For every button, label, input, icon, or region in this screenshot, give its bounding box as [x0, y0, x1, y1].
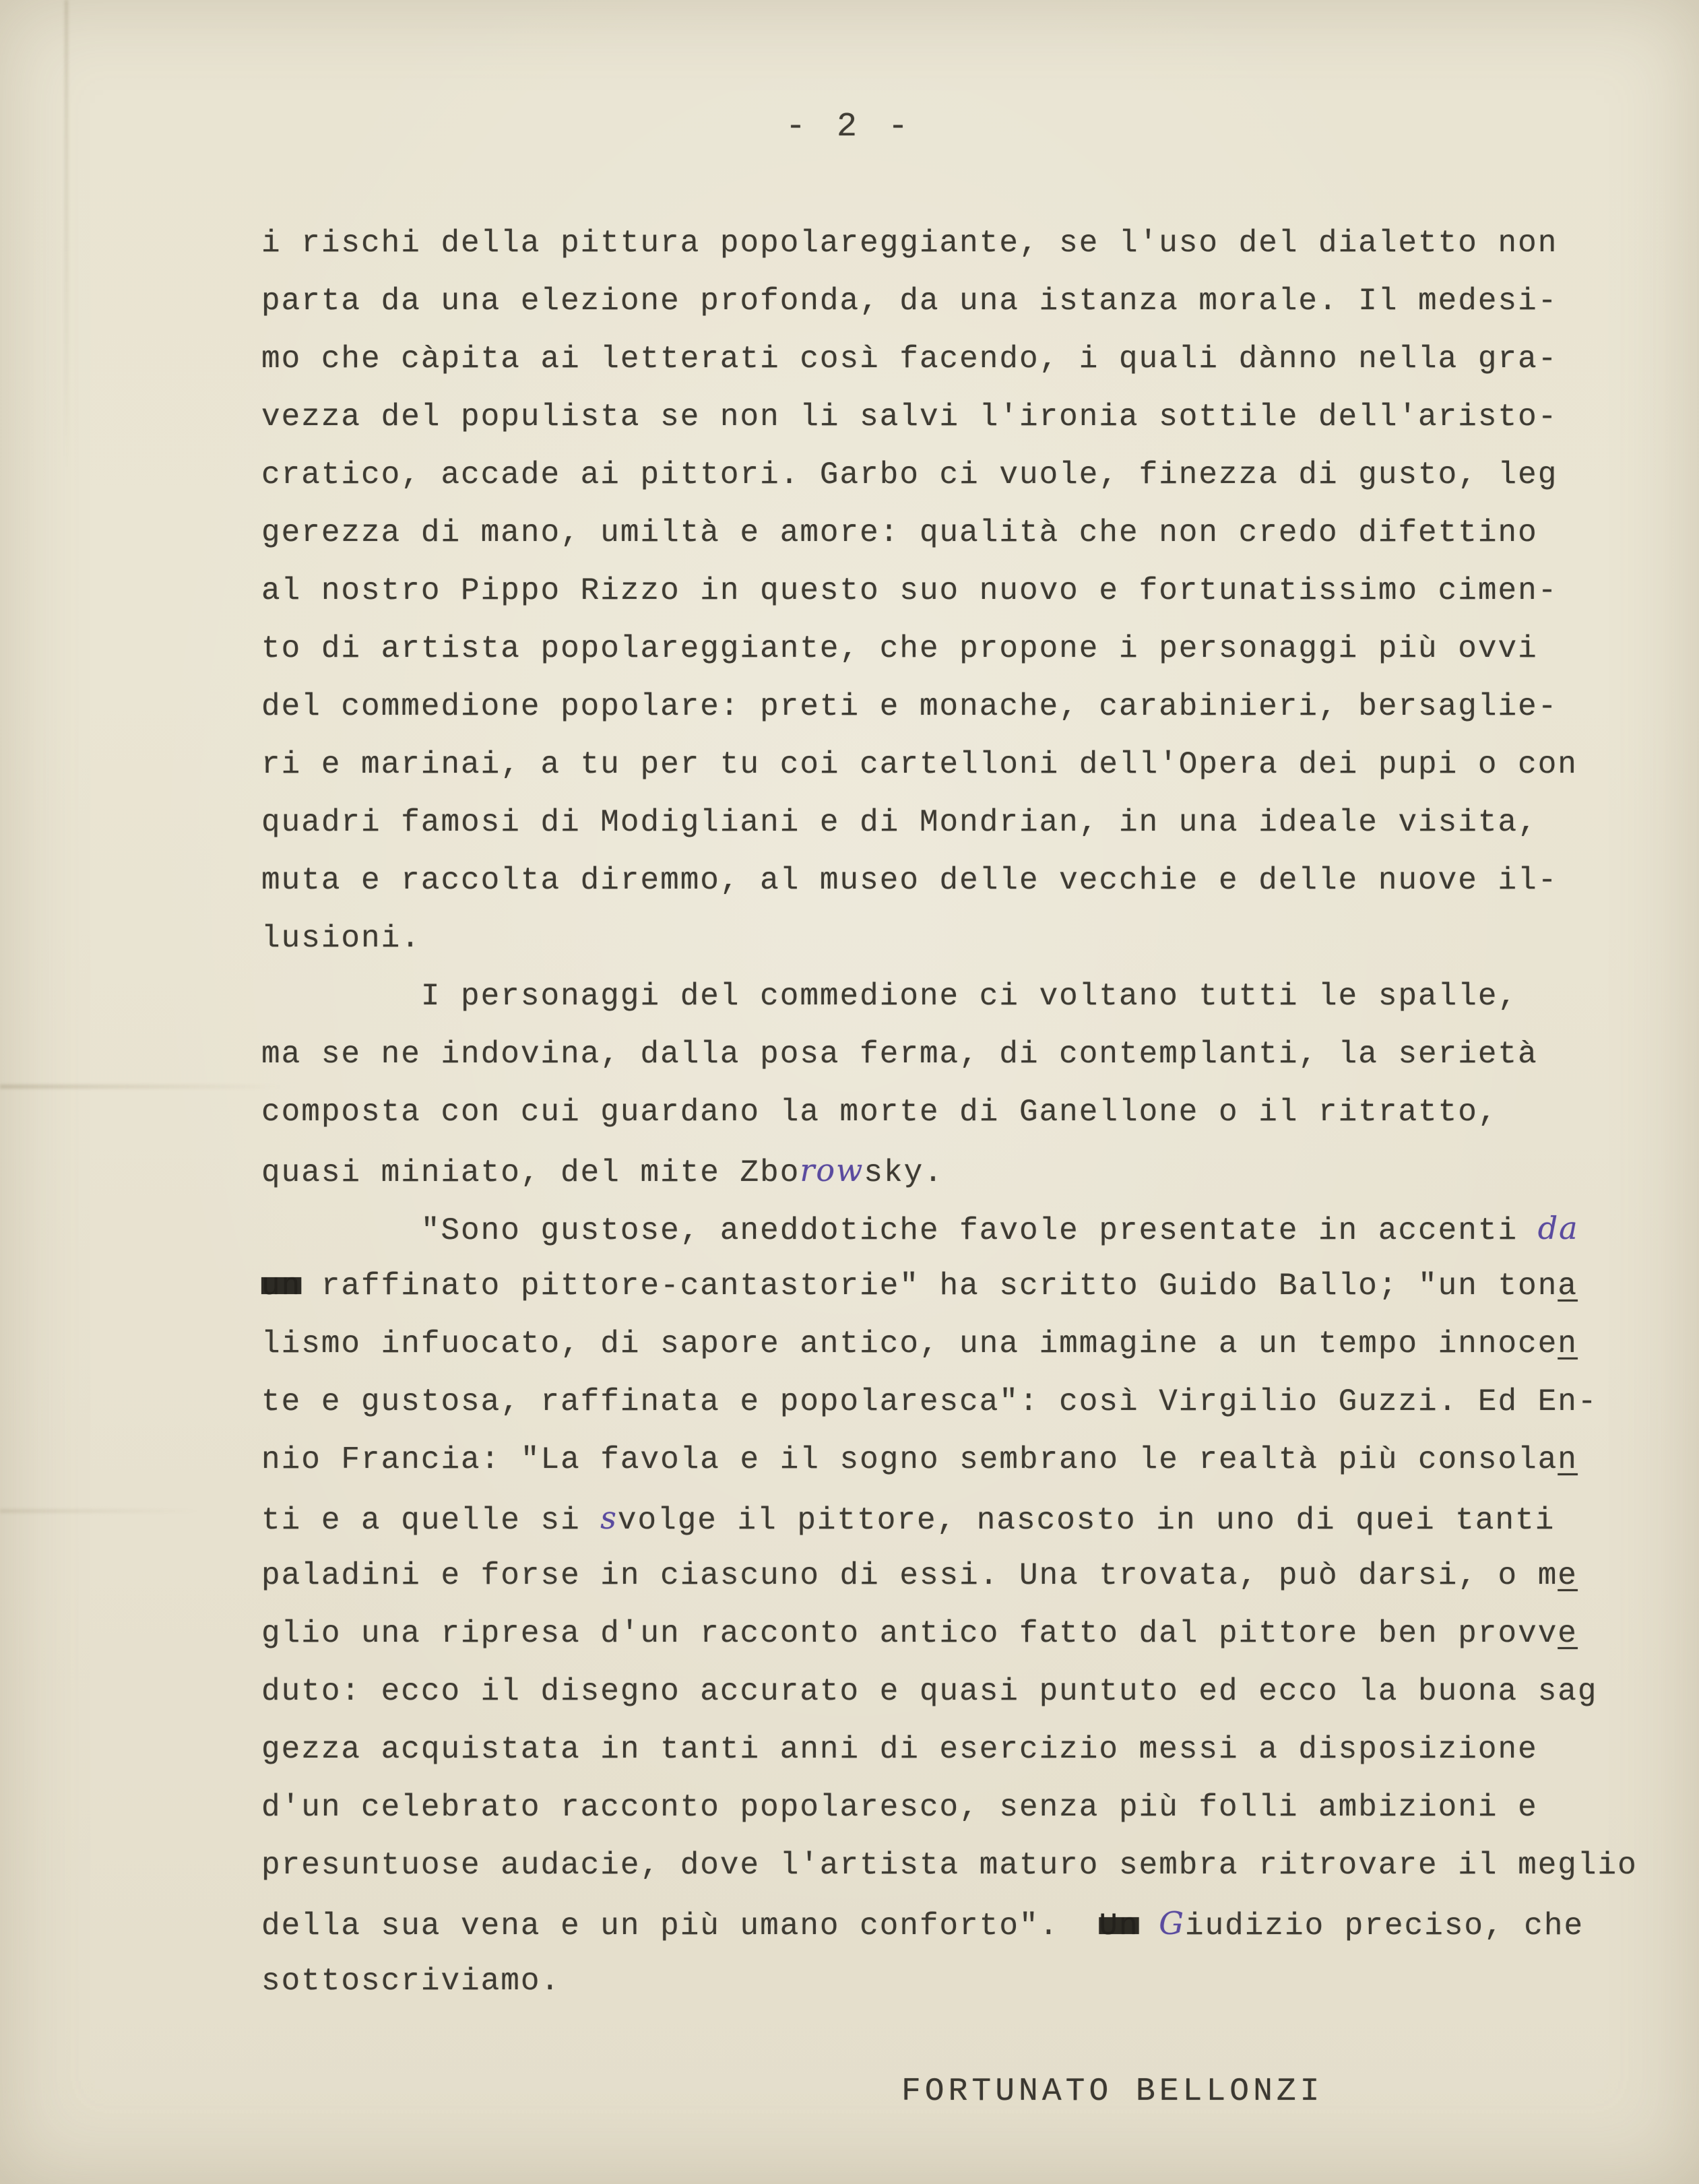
text-line	[261, 1721, 1649, 1778]
handwritten-correction: row	[800, 1152, 864, 1188]
typed-text: d'un celebrato racconto popolaresco, senza più folli ambizioni e	[261, 1790, 1538, 1825]
text-line	[261, 678, 1649, 736]
text-line	[261, 1778, 1649, 1836]
text-line	[261, 909, 1649, 967]
page-number: - 2 -	[785, 108, 914, 146]
text-line	[261, 1373, 1649, 1431]
text-line	[261, 794, 1649, 852]
typed-text: ti e a quelle si	[261, 1503, 601, 1538]
text-line	[261, 1836, 1649, 1894]
typed-text: del commedione popolare: preti e monache, carabinieri, bersaglie-	[261, 689, 1558, 724]
typed-text: sottoscriviamo.	[261, 1964, 561, 1999]
underlined-letter: n	[1558, 1442, 1578, 1477]
typed-text: raffinato pittore-cantastorie" ha scritto Guido Ballo; "un ton	[301, 1268, 1558, 1304]
typed-text: te e gustosa, raffinata e popolaresca": così Virgilio Guzzi. Ed En-	[261, 1384, 1598, 1419]
typed-text: paladini e forse in ciascuno di essi. Una trovata, può darsi, o m	[261, 1558, 1558, 1593]
text-line	[261, 1489, 1649, 1547]
typed-text: i rischi della pittura popolareggiante, se l'uso del dialetto non	[261, 226, 1558, 261]
typed-text: al nostro Pippo Rizzo in questo suo nuovo e fortunatissimo cimen-	[261, 573, 1558, 608]
text-line	[261, 1605, 1649, 1663]
text-line	[261, 1663, 1649, 1721]
typed-text: to di artista popolareggiante, che propone i personaggi più ovvi	[261, 631, 1538, 666]
typed-text: glio una ripresa d'un racconto antico fatto dal pittore ben provv	[261, 1616, 1558, 1651]
document-lines	[261, 214, 1649, 2010]
text-line	[261, 1257, 1649, 1315]
text-line	[261, 388, 1649, 446]
typed-text: quadri famosi di Modigliani e di Mondrian, in una ideale visita,	[261, 805, 1538, 840]
typed-text: sky.	[864, 1155, 944, 1190]
text-line	[261, 1025, 1649, 1083]
typed-text	[1139, 1908, 1159, 1944]
typed-text: lusioni.	[261, 921, 421, 956]
typed-text: quasi miniato, del mite Zbo	[261, 1155, 800, 1190]
text-line	[261, 330, 1649, 388]
handwritten-correction: da	[1537, 1210, 1579, 1246]
struck-out-word: Un	[1099, 1908, 1139, 1944]
typed-text: parta da una elezione profonda, da una istanza morale. Il medesi-	[261, 284, 1558, 319]
text-line	[261, 562, 1649, 620]
typed-text: ma se ne indovina, dalla posa ferma, di contemplanti, la serietà	[261, 1037, 1538, 1072]
text-line	[261, 967, 1649, 1025]
typed-text: muta e raccolta diremmo, al museo delle vecchie e delle nuove il-	[261, 863, 1558, 898]
text-line	[261, 1083, 1649, 1141]
text-line	[261, 736, 1649, 794]
underlined-letter: a	[1558, 1268, 1578, 1304]
underlined-letter: n	[1558, 1326, 1578, 1361]
paper-crease	[0, 1509, 202, 1513]
typed-text: duto: ecco il disegno accurato e quasi puntuto ed ecco la buona sag	[261, 1674, 1598, 1709]
text-line	[261, 1952, 1649, 2010]
text-line	[261, 214, 1649, 272]
text-line	[261, 852, 1649, 909]
text-line	[261, 272, 1649, 330]
text-line	[261, 446, 1649, 504]
typed-text: nio Francia: "La favola e il sogno sembrano le realtà più consola	[261, 1442, 1558, 1477]
typed-text: composta con cui guardano la morte di Ganellone o il ritratto,	[261, 1095, 1498, 1130]
underlined-letter: e	[1558, 1616, 1578, 1651]
handwritten-correction: s	[600, 1500, 618, 1536]
typed-text: mo che càpita ai letterati così facendo, i quali dànno nella gra-	[261, 342, 1558, 377]
typed-text: lismo infuocato, di sapore antico, una immagine a un tempo innoce	[261, 1326, 1558, 1361]
typed-text: presuntuose audacie, dove l'artista maturo sembra ritrovare il meglio	[261, 1848, 1638, 1883]
typed-text: gezza acquistata in tanti anni di esercizio messi a disposizione	[261, 1732, 1538, 1767]
text-line	[261, 1199, 1649, 1257]
struck-out-word: un	[261, 1268, 302, 1304]
signature: FORTUNATO BELLONZI	[901, 2074, 1324, 2110]
text-line	[261, 1431, 1649, 1489]
text-line	[261, 1315, 1649, 1373]
typed-text: ri e marinai, a tu per tu coi cartelloni dell'Opera dei pupi o con	[261, 747, 1578, 782]
paper-crease	[0, 1085, 283, 1089]
text-line	[261, 504, 1649, 562]
text-line	[261, 620, 1649, 678]
typed-text: cratico, accade ai pittori. Garbo ci vuole, finezza di gusto, leg	[261, 457, 1558, 492]
handwritten-correction: G	[1159, 1905, 1185, 1941]
paper-crease	[65, 0, 68, 472]
text-line	[261, 1547, 1649, 1605]
typed-text: I personaggi del commedione ci voltano tutti le spalle,	[261, 979, 1518, 1014]
typed-text: della sua vena e un più umano conforto".	[261, 1908, 1099, 1944]
typed-text: gerezza di mano, umiltà e amore: qualità che non credo difettino	[261, 515, 1538, 550]
typed-text: vezza del populista se non li salvi l'ironia sottile dell'aristo-	[261, 399, 1558, 435]
text-line	[261, 1894, 1649, 1952]
typed-text: "Sono gustose, aneddotiche favole presentate in accenti	[261, 1213, 1538, 1248]
text-line	[261, 1141, 1649, 1199]
underlined-letter: e	[1558, 1558, 1578, 1593]
typed-text: volge il pittore, nascosto in uno di quei tanti	[617, 1503, 1556, 1538]
typed-text: iudizio preciso, che	[1184, 1908, 1584, 1944]
